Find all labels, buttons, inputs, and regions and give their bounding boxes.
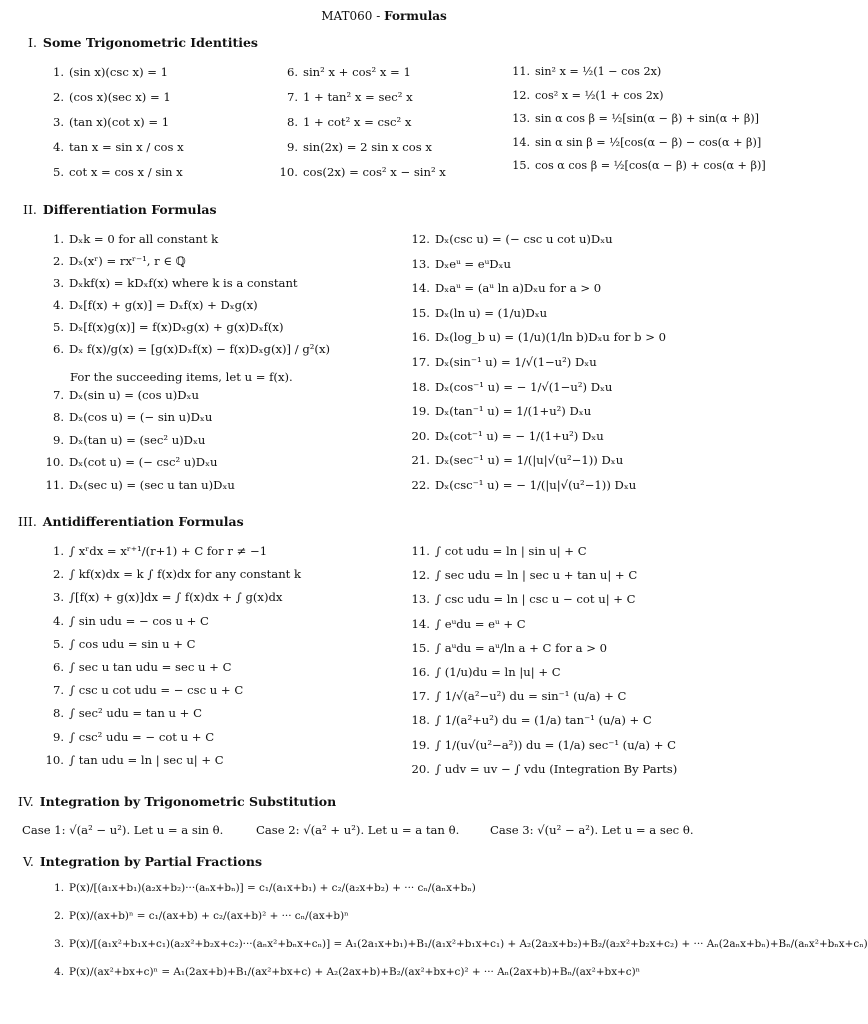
formula-item: [500, 89, 663, 103]
formula-text: 1 + cot² x = csc² x: [303, 115, 412, 129]
formula-item: [38, 115, 169, 129]
formula-item: [38, 590, 282, 604]
formula-number: 6.: [52, 660, 64, 674]
formula-number: 13.: [512, 112, 530, 125]
formula-number: 14.: [512, 135, 530, 149]
formula-text: tan x = sin x / cos x: [69, 140, 184, 154]
formula-item: [500, 112, 759, 126]
formula-number: 11.: [411, 544, 430, 558]
formula-item: [396, 713, 652, 727]
formula-item: [38, 937, 868, 951]
formula-text: ∫ csc² udu = − cot u + C: [69, 729, 215, 744]
section-number: IV.: [18, 794, 34, 809]
formula-item: [500, 136, 761, 150]
formula-text: Dₓ(csc⁻¹ u) = − 1/(|u|√(u²−1)) Dₓu: [435, 478, 637, 492]
section-number: III.: [18, 514, 37, 529]
formula-item: [38, 410, 212, 424]
formula-item: [38, 298, 258, 312]
formula-number: 13.: [411, 256, 430, 271]
formula-item: [396, 478, 636, 492]
formula-text: ∫ 1/√(a²−u²) du = sin⁻¹ (u/a) + C: [435, 689, 627, 704]
formula-text: sin(2x) = 2 sin x cos x: [303, 140, 432, 154]
formula-number: 2.: [52, 567, 64, 582]
section-name: Integration by Trigonometric Substitution: [39, 794, 337, 809]
formula-text: ∫ aᵘdu = aᵘ/ln a + C for a > 0: [435, 640, 607, 655]
formula-number: 5.: [52, 165, 64, 179]
formula-number: 4.: [52, 613, 64, 628]
formula-number: 7.: [52, 683, 64, 698]
formula-number: 3.: [52, 276, 64, 290]
formula-text: ∫ eᵘdu = eᵘ + C: [435, 616, 526, 631]
formula-number: 10.: [45, 752, 64, 767]
formula-number: 22.: [411, 478, 430, 492]
formula-item: [38, 140, 184, 154]
formula-number: 1.: [52, 544, 64, 558]
formula-number: 6.: [52, 342, 64, 356]
page-title: [0, 9, 768, 23]
formula-number: 12.: [411, 568, 430, 583]
formula-item: [396, 330, 666, 344]
formula-item: [396, 355, 597, 369]
formula-text: Dₓ(sin u) = (cos u)Dₓu: [69, 388, 199, 402]
formula-item: [272, 165, 446, 179]
formula-item: [396, 429, 604, 443]
section-trigsub-heading: [18, 794, 336, 809]
formula-item: [38, 544, 267, 558]
formula-number: 16.: [411, 665, 430, 679]
formula-item: [396, 544, 587, 558]
formula-number: 8.: [52, 706, 64, 721]
formula-item: [396, 281, 601, 295]
formula-number: 15.: [411, 305, 430, 320]
formula-item: [38, 614, 209, 628]
formula-item: [38, 455, 217, 469]
formula-number: 15.: [411, 640, 430, 655]
formula-item: [396, 592, 636, 606]
formula-text: ∫ 1/(u√(u²−a²)) du = (1/a) sec⁻¹ (u/a) + C: [435, 737, 676, 752]
formula-text: 1 + tan² x = sec² x: [303, 90, 413, 104]
formula-number: 18.: [411, 379, 430, 394]
formula-text: (sin x)(csc x) = 1: [69, 65, 169, 79]
formula-number: 3.: [52, 590, 64, 605]
formula-text: Dₓ(cos⁻¹ u) = − 1/√(1−u²) Dₓu: [435, 379, 613, 394]
formula-number: 7.: [286, 90, 298, 104]
formula-item: [396, 306, 547, 320]
formula-text: ∫ kf(x)dx = k ∫ f(x)dx for any constant k: [69, 567, 302, 582]
formula-item: [396, 762, 677, 776]
formula-text: ∫ sin udu = − cos u + C: [69, 613, 209, 628]
formula-text: ∫ 1/(a²+u²) du = (1/a) tan⁻¹ (u/a) + C: [435, 713, 652, 728]
formula-item: [500, 159, 766, 173]
formula-text: P(x)/(ax²+bx+c)ⁿ = A₁(2ax+b)+B₁/(ax²+bx+c) + A₂(2ax+b)+B₂/(ax²+bx+c)² + ··· Aₙ(2ax+b)+Bₙ/(ax²+bx+c)ⁿ: [69, 966, 641, 978]
formula-number: 7.: [52, 388, 64, 402]
diff-note: For the succeeding items, let u = f(x).: [70, 370, 293, 384]
formula-item: [272, 90, 413, 104]
formula-item: [396, 738, 676, 752]
formula-item: [396, 665, 561, 679]
formula-text: ∫ (1/u)du = ln |u| + C: [435, 665, 561, 679]
formula-number: 21.: [411, 453, 430, 468]
formula-text: ∫ udv = uv − ∫ vdu (Integration By Parts): [435, 761, 678, 776]
formula-text: Dₓ(csc u) = (− csc u cot u)Dₓu: [435, 232, 613, 246]
formula-text: ∫ cos udu = sin u + C: [69, 636, 196, 651]
trigsub-case-3: Case 3: √(u² − a²). Let u = a sec θ.: [490, 823, 694, 837]
formula-text: Dₓ(tan⁻¹ u) = 1/(1+u²) Dₓu: [435, 404, 592, 419]
formula-text: Dₓaᵘ = (aᵘ ln a)Dₓu for a > 0: [435, 281, 602, 296]
formula-text: cos² x = ½(1 + cos 2x): [535, 88, 664, 102]
formula-text: Dₓ(cos u) = (− sin u)Dₓu: [69, 410, 213, 425]
formula-item: [38, 683, 243, 697]
formula-number: 9.: [52, 729, 64, 744]
formula-text: Dₓ(tan u) = (sec² u)Dₓu: [69, 432, 206, 447]
formula-item: [38, 388, 199, 402]
formula-text: ∫ csc udu = ln | csc u − cot u| + C: [435, 592, 636, 607]
formula-number: 4.: [52, 140, 64, 154]
formula-number: 1.: [52, 65, 64, 79]
formula-number: 8.: [52, 410, 64, 425]
formula-number: 8.: [286, 115, 298, 129]
formula-item: [272, 115, 411, 129]
formula-text: ∫ xʳdx = xʳ⁺¹/(r+1) + C for r ≠ −1: [69, 544, 268, 558]
formula-text: ∫ sec u tan udu = sec u + C: [69, 660, 232, 674]
formula-item: [38, 342, 330, 356]
formula-number: 20.: [411, 761, 430, 776]
formula-text: sin² x = ½(1 − cos 2x): [535, 65, 662, 78]
formula-item: [396, 568, 637, 582]
formula-item: [396, 617, 526, 631]
formula-number: 10.: [279, 165, 298, 179]
formula-item: [38, 730, 214, 744]
formula-number: 14.: [411, 281, 430, 296]
section-trig-heading: [28, 35, 258, 50]
formula-number: 18.: [411, 713, 430, 728]
formula-text: (cos x)(sec x) = 1: [69, 90, 171, 104]
section-number: V.: [23, 854, 34, 869]
formula-number: 1.: [52, 232, 64, 246]
formula-item: [38, 965, 640, 979]
formula-text: Dₓk = 0 for all constant k: [69, 232, 219, 246]
formula-text: sin² x + cos² x = 1: [303, 65, 411, 79]
formula-number: 5.: [52, 636, 64, 651]
formula-item: [38, 65, 168, 79]
section-name: Some Trigonometric Identities: [42, 35, 258, 50]
formula-text: cot x = cos x / sin x: [69, 165, 183, 179]
formula-item: [38, 567, 301, 581]
formula-item: [396, 453, 623, 467]
formula-number: 17.: [411, 689, 430, 704]
formula-text: P(x)/(ax+b)ⁿ = c₁/(ax+b) + c₂/(ax+b)² + ··· cₙ/(ax+b)ⁿ: [69, 910, 349, 922]
formula-item: [38, 90, 171, 104]
formula-item: [38, 706, 202, 720]
formula-text: ∫ tan udu = ln | sec u| + C: [69, 752, 224, 767]
formula-item: [500, 65, 661, 79]
formula-text: cos(2x) = cos² x − sin² x: [303, 165, 446, 179]
trigsub-case-2: Case 2: √(a² + u²). Let u = a tan θ.: [256, 823, 460, 837]
formula-number: 2.: [52, 254, 64, 268]
section-name: Antidifferentiation Formulas: [42, 514, 244, 529]
formula-item: [396, 689, 626, 703]
formula-text: Dₓ(cot u) = (− csc² u)Dₓu: [69, 455, 218, 470]
formula-item: [38, 637, 196, 651]
trigsub-case-1: Case 1: √(a² − u²). Let u = a sin θ.: [22, 823, 224, 837]
formula-number: 19.: [411, 404, 430, 419]
section-partial-heading: [23, 854, 262, 869]
formula-text: sin α cos β = ½[sin(α − β) + sin(α + β)]: [535, 112, 760, 125]
formula-number: 13.: [411, 592, 430, 607]
section-diff-heading: [23, 202, 217, 217]
formula-number: 2.: [54, 910, 64, 922]
formula-number: 12.: [411, 232, 430, 246]
formula-item: [396, 380, 612, 394]
formula-text: sin α sin β = ½[cos(α − β) − cos(α + β)]: [535, 135, 762, 149]
formula-number: 4.: [52, 298, 64, 312]
formula-item: [38, 433, 205, 447]
formula-text: Dₓ[f(x)g(x)] = f(x)Dₓg(x) + g(x)Dₓf(x): [69, 320, 284, 334]
course-code: MAT060: [321, 9, 373, 23]
formula-item: [396, 641, 607, 655]
formula-text: Dₓ(xʳ) = rxʳ⁻¹, r ∈ ℚ: [69, 254, 186, 268]
formula-item: [396, 404, 591, 418]
formula-number: 5.: [52, 320, 64, 334]
formula-text: ∫[f(x) + g(x)]dx = ∫ f(x)dx + ∫ g(x)dx: [69, 590, 283, 605]
formula-number: 9.: [286, 140, 298, 154]
formula-text: Dₓeᵘ = eᵘDₓu: [435, 256, 511, 271]
formula-number: 12.: [512, 88, 530, 102]
formula-item: [38, 478, 235, 492]
formula-number: 19.: [411, 737, 430, 752]
formula-number: 20.: [411, 428, 430, 443]
formula-number: 17.: [411, 355, 430, 369]
formula-text: Dₓkf(x) = kDₓf(x) where k is a constant: [69, 276, 298, 290]
formula-number: 10.: [45, 455, 64, 470]
section-name: Differentiation Formulas: [42, 202, 217, 217]
section-number: II.: [23, 202, 37, 217]
formula-number: 2.: [52, 90, 64, 104]
formula-number: 15.: [512, 159, 530, 172]
formula-text: cos α cos β = ½[cos(α − β) + cos(α + β)]: [535, 159, 766, 172]
formula-item: [38, 881, 476, 895]
formula-text: Dₓ(sec⁻¹ u) = 1/(|u|√(u²−1)) Dₓu: [435, 453, 624, 468]
formula-text: Dₓ[f(x) + g(x)] = Dₓf(x) + Dₓg(x): [69, 298, 258, 312]
formula-text: ∫ sec udu = ln | sec u + tan u| + C: [435, 568, 638, 583]
formula-item: [38, 254, 186, 268]
formula-item: [38, 909, 349, 923]
formula-text: (tan x)(cot x) = 1: [69, 115, 170, 129]
formula-number: 6.: [286, 65, 298, 79]
formula-number: 9.: [52, 432, 64, 447]
formula-number: 16.: [411, 330, 430, 345]
formula-text: ∫ csc u cot udu = − csc u + C: [69, 683, 244, 698]
formula-number: 3.: [52, 115, 64, 129]
formula-item: [38, 660, 231, 674]
formula-item: [38, 320, 284, 334]
formula-item: [396, 232, 613, 246]
formula-text: P(x)/[(a₁x+b₁)(a₂x+b₂)···(aₙx+bₙ)] = c₁/(a₁x+b₁) + c₂/(a₂x+b₂) + ··· cₙ/(aₙx+bₙ): [69, 882, 476, 894]
formula-text: Dₓ(ln u) = (1/u)Dₓu: [435, 305, 548, 320]
formula-item: [38, 276, 298, 290]
title-text: Formulas: [384, 9, 447, 23]
formula-text: P(x)/[(a₁x²+b₁x+c₁)(a₂x²+b₂x+c₂)···(aₙx²+bₙx+cₙ)] = A₁(2a₁x+b₁)+B₁/(a₁x²+b₁x+c₁) + A₂(2a₂x+b₂)+B₂/(a₂x²+b₂x+c₂) + ··· Aₙ(2aₙx+bₙ)+Bₙ/(aₙx²+bₙx+cₙ): [69, 938, 868, 950]
formula-text: Dₓ(log_b u) = (1/u)(1/ln b)Dₓu for b > 0: [435, 330, 666, 345]
section-number: I.: [28, 35, 37, 50]
formula-number: 4.: [54, 966, 64, 978]
formula-text: Dₓ(sec u) = (sec u tan u)Dₓu: [69, 477, 235, 492]
formula-number: 11.: [512, 65, 530, 78]
formula-item: [272, 140, 432, 154]
section-name: Integration by Partial Fractions: [39, 854, 262, 869]
formula-item: [396, 257, 511, 271]
formula-text: ∫ sec² udu = tan u + C: [69, 706, 202, 721]
title-separator: -: [372, 9, 385, 23]
formula-number: 14.: [411, 616, 430, 631]
formula-item: [272, 65, 411, 79]
formula-text: Dₓ f(x)/g(x) = [g(x)Dₓf(x) − f(x)Dₓg(x)] / g²(x): [69, 342, 331, 356]
formula-text: ∫ cot udu = ln | sin u| + C: [435, 544, 587, 558]
formula-number: 3.: [54, 938, 64, 950]
formula-number: 11.: [45, 477, 64, 492]
formula-number: 1.: [54, 882, 64, 894]
formula-item: [38, 753, 224, 767]
formula-item: [38, 232, 218, 246]
formula-text: Dₓ(sin⁻¹ u) = 1/√(1−u²) Dₓu: [435, 355, 597, 369]
formula-text: Dₓ(cot⁻¹ u) = − 1/(1+u²) Dₓu: [435, 428, 604, 443]
formula-item: [38, 165, 183, 179]
section-anti-heading: [18, 514, 244, 529]
